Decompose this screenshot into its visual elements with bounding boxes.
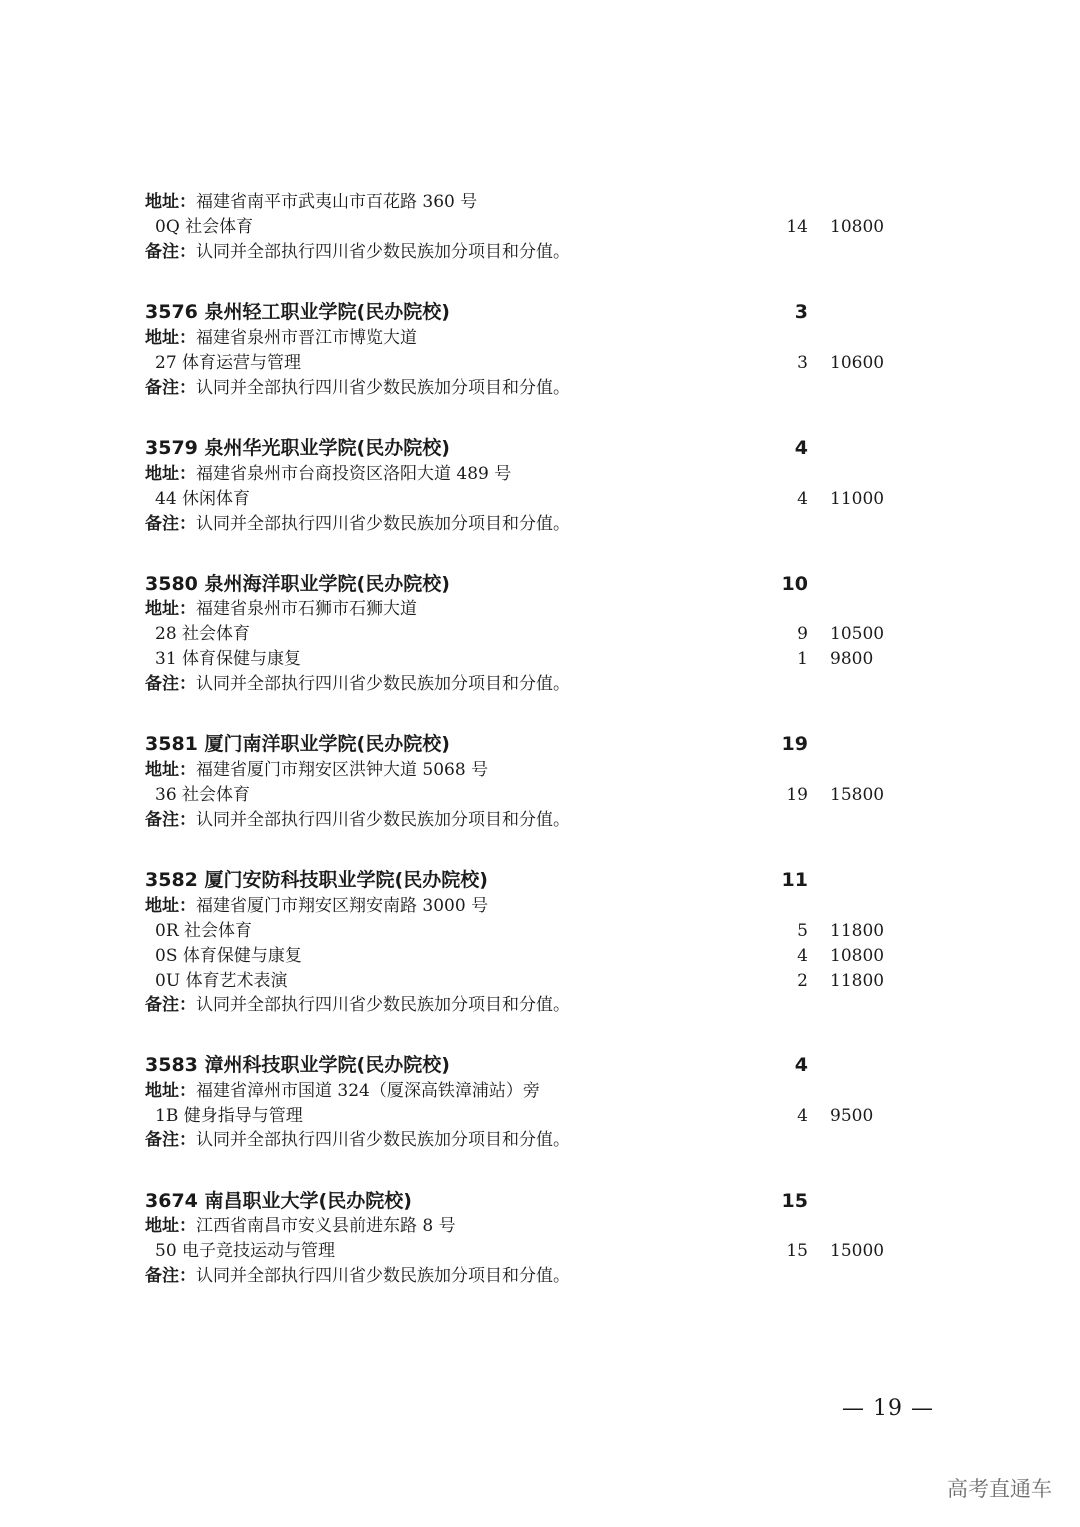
school-address: [145, 758, 905, 783]
address-label: 地址：: [145, 192, 196, 212]
major-row: [155, 215, 915, 240]
address-label: 地址：: [145, 328, 196, 348]
school-note: [145, 512, 905, 537]
major-row: [155, 969, 915, 994]
major-code: 50: [155, 1241, 177, 1261]
major-name: 体育保健与康复: [182, 946, 302, 966]
address-label: 地址：: [145, 464, 196, 484]
major-count: 4: [797, 1106, 808, 1126]
major-tuition: 9800: [830, 649, 874, 669]
school-code: 3580: [145, 573, 198, 595]
school-note: [145, 672, 905, 697]
address-text: 福建省泉州市台商投资区洛阳大道 489 号: [196, 464, 512, 484]
major-tuition: 10800: [830, 946, 885, 966]
note-text: 认同并全部执行四川省少数民族加分项目和分值。: [196, 514, 570, 534]
address-label: 地址：: [145, 760, 196, 780]
note-label: 备注：: [145, 995, 196, 1015]
school-code: 3674: [145, 1190, 198, 1212]
major-code: 1B: [155, 1106, 179, 1126]
major-code: 27: [155, 353, 177, 373]
prev-address: [145, 190, 905, 215]
school-code: 3579: [145, 437, 198, 459]
major-count: 1: [797, 649, 808, 669]
major-row: [155, 1239, 915, 1264]
school-heading: [145, 298, 905, 326]
major-count: 15: [786, 1241, 808, 1261]
address-text: 福建省厦门市翔安区翔安南路 3000 号: [196, 896, 489, 916]
major-row: [155, 622, 915, 647]
major-code: 28: [155, 624, 177, 644]
school-address: [145, 597, 905, 622]
school-code: 3583: [145, 1054, 198, 1076]
major-code: 0S: [155, 946, 178, 966]
school-total: 19: [781, 733, 808, 755]
major-tuition: 10600: [830, 353, 885, 373]
note-text: 认同并全部执行四川省少数民族加分项目和分值。: [196, 1130, 570, 1150]
note-text: 认同并全部执行四川省少数民族加分项目和分值。: [196, 674, 570, 694]
major-tuition: 11800: [830, 921, 885, 941]
address-text: 福建省南平市武夷山市百花路 360 号: [196, 192, 478, 212]
major-tuition: 11000: [830, 489, 885, 509]
page-number: — 19 —: [842, 1396, 934, 1421]
major-name: 社会体育: [184, 921, 253, 941]
address-label: 地址：: [145, 1216, 196, 1236]
major-row: [155, 351, 915, 376]
major-name: 社会体育: [182, 785, 251, 805]
school-address: [145, 1214, 905, 1239]
major-count: 9: [797, 624, 808, 644]
major-row: [155, 1104, 915, 1129]
school-note: [145, 808, 905, 833]
school-address: [145, 326, 905, 351]
major-tuition: 9500: [830, 1106, 874, 1126]
school-heading: [145, 434, 905, 462]
major-code: 31: [155, 649, 177, 669]
major-name: 健身指导与管理: [183, 1106, 303, 1126]
school-heading: [145, 1187, 905, 1215]
note-label: 备注：: [145, 1130, 196, 1150]
school-address: [145, 894, 905, 919]
major-row: [155, 783, 915, 808]
school-total: 4: [794, 437, 808, 459]
school-note: [145, 1264, 905, 1289]
school-total: 11: [781, 869, 808, 891]
major-count: 4: [797, 489, 808, 509]
note-label: 备注：: [145, 1266, 196, 1286]
address-text: 福建省漳州市国道 324（厦深高铁漳浦站）旁: [196, 1081, 540, 1101]
major-count: 3: [797, 353, 808, 373]
major-count: 19: [786, 785, 808, 805]
note-label: 备注：: [145, 674, 196, 694]
address-text: 福建省厦门市翔安区洪钟大道 5068 号: [196, 760, 489, 780]
major-name: 社会体育: [185, 217, 254, 237]
major-count: 2: [797, 971, 808, 991]
major-row: [155, 919, 915, 944]
school-name: 泉州华光职业学院(民办院校): [204, 437, 450, 459]
school-heading: [145, 866, 905, 894]
major-name: 体育保健与康复: [182, 649, 302, 669]
note-label: 备注：: [145, 378, 196, 398]
school-name: 泉州轻工职业学院(民办院校): [204, 301, 450, 323]
major-row: [155, 647, 915, 672]
major-tuition: 15800: [830, 785, 885, 805]
major-code: 0U: [155, 971, 181, 991]
note-text: 认同并全部执行四川省少数民族加分项目和分值。: [196, 810, 570, 830]
address-text: 福建省泉州市石狮市石狮大道: [196, 599, 417, 619]
major-name: 体育艺术表演: [185, 971, 288, 991]
major-name: 社会体育: [182, 624, 251, 644]
school-code: 3576: [145, 301, 198, 323]
major-code: 36: [155, 785, 177, 805]
note-text: 认同并全部执行四川省少数民族加分项目和分值。: [196, 1266, 570, 1286]
major-code: 0R: [155, 921, 179, 941]
note-label: 备注：: [145, 242, 196, 262]
address-label: 地址：: [145, 896, 196, 916]
school-note: [145, 376, 905, 401]
school-heading: [145, 570, 905, 598]
school-code: 3582: [145, 869, 198, 891]
school-address: [145, 462, 905, 487]
major-tuition: 10500: [830, 624, 885, 644]
note-label: 备注：: [145, 514, 196, 534]
major-code: 0Q: [155, 217, 180, 237]
major-name: 电子竞技运动与管理: [182, 1241, 336, 1261]
major-tuition: 10800: [830, 217, 885, 237]
major-code: 44: [155, 489, 177, 509]
address-text: 江西省南昌市安义县前进东路 8 号: [196, 1216, 456, 1236]
school-name: 漳州科技职业学院(民办院校): [204, 1054, 450, 1076]
school-total: 4: [794, 1054, 808, 1076]
major-count: 14: [786, 217, 808, 237]
watermark: 高考直通车: [947, 1477, 1052, 1501]
school-name: 厦门南洋职业学院(民办院校): [204, 733, 450, 755]
note-text: 认同并全部执行四川省少数民族加分项目和分值。: [196, 995, 570, 1015]
school-note: [145, 993, 905, 1018]
school-heading: [145, 730, 905, 758]
note-label: 备注：: [145, 810, 196, 830]
school-note: [145, 1128, 905, 1153]
major-name: 休闲体育: [182, 489, 251, 509]
major-name: 体育运营与管理: [182, 353, 302, 373]
major-count: 5: [797, 921, 808, 941]
note-text: 认同并全部执行四川省少数民族加分项目和分值。: [196, 242, 570, 262]
major-row: [155, 944, 915, 969]
major-tuition: 11800: [830, 971, 885, 991]
school-code: 3581: [145, 733, 198, 755]
school-total: 3: [794, 301, 808, 323]
school-address: [145, 1079, 905, 1104]
prev-note: [145, 240, 905, 265]
school-name: 南昌职业大学(民办院校): [204, 1190, 412, 1212]
note-text: 认同并全部执行四川省少数民族加分项目和分值。: [196, 378, 570, 398]
address-label: 地址：: [145, 599, 196, 619]
school-name: 泉州海洋职业学院(民办院校): [204, 573, 450, 595]
major-count: 4: [797, 946, 808, 966]
major-row: [155, 487, 915, 512]
address-text: 福建省泉州市晋江市博览大道: [196, 328, 417, 348]
school-total: 15: [781, 1190, 808, 1212]
address-label: 地址：: [145, 1081, 196, 1101]
school-heading: [145, 1051, 905, 1079]
school-name: 厦门安防科技职业学院(民办院校): [204, 869, 488, 891]
school-total: 10: [781, 573, 808, 595]
major-tuition: 15000: [830, 1241, 885, 1261]
